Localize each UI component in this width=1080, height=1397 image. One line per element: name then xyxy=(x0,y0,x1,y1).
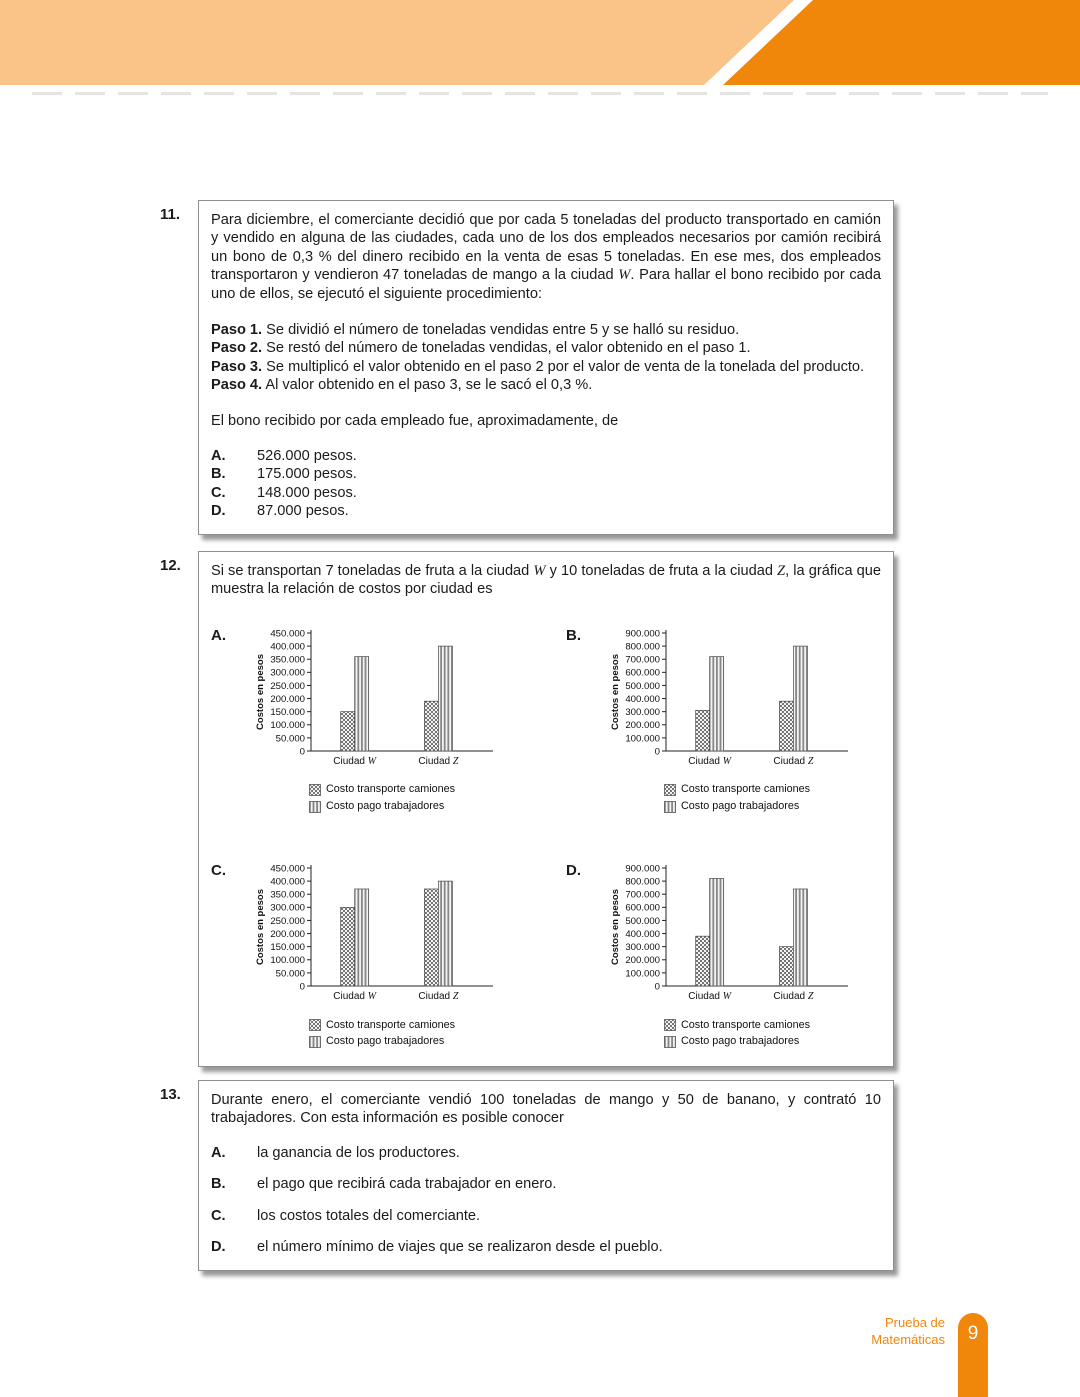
step-label: Paso 4. xyxy=(211,377,263,393)
bar-transporte xyxy=(696,936,710,986)
legend-item xyxy=(309,783,503,797)
option-text: el pago que recibirá cada trabajador en enero. xyxy=(257,1176,557,1193)
bar-transporte xyxy=(779,701,793,751)
option-row xyxy=(211,1238,881,1256)
option-text: la ganancia de los productores. xyxy=(257,1144,460,1161)
bar-chart xyxy=(608,860,858,1052)
chart-option-letter: A. xyxy=(211,626,226,644)
y-tick-label: 50.000 xyxy=(275,733,305,745)
procedure-step: Paso 3. Se multiplicó el valor obtenido en el paso 2 por el valor de venta de la tonelada del producto. xyxy=(211,358,865,375)
y-tick-label: 200.000 xyxy=(270,929,305,941)
legend-item xyxy=(664,783,858,797)
question-paragraph: Para diciembre, el comerciante decidió que por cada 5 toneladas del producto transportado en camión y vendido en alguna de las ciudades, cada uno de los dos empleados necesarios por camión recibirá un bono de 0,3 % del dinero recibido en la venta de esas 5 toneladas. En ese mes, dos empleados transportaron y vendieron 47 toneladas de mango a la ciudad W. Para hallar el bono recibido por cada uno de ellos, se ejecutó el siguiente procedimiento: xyxy=(211,212,881,302)
y-tick-label: 0 xyxy=(299,981,305,993)
y-tick-label: 700.000 xyxy=(625,654,660,666)
footer-label-line1: Prueba de xyxy=(885,1315,945,1331)
y-tick-label: 300.000 xyxy=(270,903,305,915)
question-13 xyxy=(160,1080,894,1271)
bar-transporte xyxy=(424,701,438,751)
question-11 xyxy=(160,200,894,535)
y-tick-label: 150.000 xyxy=(270,942,305,954)
procedure-step: Paso 1. Se dividió el número de toneladas vendidas entre 5 y se halló su residuo. xyxy=(211,321,740,338)
y-tick-label: 400.000 xyxy=(625,693,660,705)
procedure-step: Paso 4. Al valor obtenido en el paso 3, se le sacó el 0,3 %. xyxy=(211,377,593,393)
y-tick-label: 400.000 xyxy=(625,929,660,941)
question-number: 11. xyxy=(160,206,181,223)
y-tick-label: 450.000 xyxy=(270,628,305,640)
chart-legend xyxy=(309,783,503,813)
step-label: Paso 2. xyxy=(211,340,263,357)
step-label: Paso 3. xyxy=(211,358,263,375)
chart-legend xyxy=(664,1019,858,1049)
legend-swatch-vlines xyxy=(309,801,321,813)
y-tick-label: 800.000 xyxy=(625,876,660,888)
legend-swatch-hatch xyxy=(309,784,321,796)
y-tick-label: 250.000 xyxy=(270,916,305,928)
bar-chart xyxy=(253,625,503,817)
option-label: D. xyxy=(211,502,226,519)
y-tick-label: 250.000 xyxy=(270,680,305,692)
q11-steps xyxy=(211,321,881,395)
y-tick-label: 400.000 xyxy=(270,876,305,888)
question-prompt: El bono recibido por cada empleado fue, aproximadamente, de xyxy=(211,413,619,430)
bar-chart-svg xyxy=(253,625,503,775)
question-12 xyxy=(160,551,894,1067)
x-axis-label: Ciudad Z xyxy=(418,755,459,767)
chart-option-b xyxy=(566,625,883,817)
legend-swatch-vlines xyxy=(664,801,676,813)
option-label: C. xyxy=(211,484,226,501)
bar-chart xyxy=(608,625,858,817)
y-tick-label: 900.000 xyxy=(625,863,660,875)
y-axis-title: Costos en pesos xyxy=(610,889,621,966)
bar-pago xyxy=(438,646,452,751)
chart-option-letter: D. xyxy=(566,862,581,880)
chart-option-c xyxy=(211,860,566,1052)
y-tick-label: 300.000 xyxy=(625,942,660,954)
legend-item xyxy=(664,1035,858,1049)
page-number-tab xyxy=(958,1313,988,1397)
option-label: B. xyxy=(211,1176,226,1193)
question-number: 12. xyxy=(160,557,181,574)
y-tick-label: 0 xyxy=(299,746,305,758)
question-box xyxy=(198,1080,894,1271)
header-band xyxy=(0,0,1080,85)
question-box xyxy=(198,551,894,1067)
bar-pago xyxy=(793,646,807,751)
legend-item xyxy=(309,1035,503,1049)
option-row xyxy=(211,465,881,483)
x-axis-label: Ciudad W xyxy=(333,755,377,767)
footer-label xyxy=(871,1315,945,1349)
option-text: 87.000 pesos. xyxy=(257,502,349,519)
question-paragraph: Durante enero, el comerciante vendió 100 toneladas de mango y 50 de banano, y contrató 10 trabajadores. Con esta información es posible conocer xyxy=(211,1092,881,1127)
legend-item xyxy=(309,1019,503,1033)
chart-legend xyxy=(309,1019,503,1049)
y-tick-label: 100.000 xyxy=(270,955,305,967)
option-label: A. xyxy=(211,1144,226,1161)
y-tick-label: 450.000 xyxy=(270,863,305,875)
legend-label: Costo transporte camiones xyxy=(326,1018,456,1031)
option-text: 526.000 pesos. xyxy=(257,447,357,464)
bar-transporte xyxy=(341,711,355,750)
legend-item xyxy=(664,1019,858,1033)
y-axis-title: Costos en pesos xyxy=(610,653,621,730)
legend-label: Costo transporte camiones xyxy=(681,1018,811,1031)
option-label: C. xyxy=(211,1207,226,1224)
y-tick-label: 800.000 xyxy=(625,641,660,653)
bar-pago xyxy=(355,889,369,986)
legend-label: Costo transporte camiones xyxy=(681,783,811,796)
question-box xyxy=(198,200,894,535)
option-label: A. xyxy=(211,447,226,464)
bar-pago xyxy=(793,889,807,986)
y-tick-label: 500.000 xyxy=(625,680,660,692)
option-text: 175.000 pesos. xyxy=(257,466,357,483)
y-tick-label: 350.000 xyxy=(270,654,305,666)
y-tick-label: 0 xyxy=(654,981,660,993)
bar-pago xyxy=(710,879,724,987)
bar-pago xyxy=(355,656,369,750)
y-tick-label: 600.000 xyxy=(625,667,660,679)
legend-swatch-hatch xyxy=(309,1019,321,1031)
legend-label: Costo pago trabajadores xyxy=(326,1035,445,1048)
y-axis-title: Costos en pesos xyxy=(255,889,266,966)
y-tick-label: 150.000 xyxy=(270,706,305,718)
legend-label: Costo transporte camiones xyxy=(326,783,456,796)
x-axis-label: Ciudad Z xyxy=(773,755,814,767)
bar-transporte xyxy=(424,889,438,986)
chart-option-letter: C. xyxy=(211,862,226,880)
y-tick-label: 50.000 xyxy=(275,968,305,980)
y-tick-label: 300.000 xyxy=(625,706,660,718)
procedure-step: Paso 2. Se restó del número de toneladas vendidas, el valor obtenido en el paso 1. xyxy=(211,340,751,357)
bar-chart-svg xyxy=(253,860,503,1010)
y-tick-label: 400.000 xyxy=(270,641,305,653)
option-label: B. xyxy=(211,466,226,483)
bar-pago xyxy=(438,881,452,986)
option-row xyxy=(211,1207,881,1225)
legend-swatch-vlines xyxy=(309,1036,321,1048)
option-label: D. xyxy=(211,1238,226,1255)
legend-label: Costo pago trabajadores xyxy=(681,1035,800,1048)
bar-chart xyxy=(253,860,503,1052)
y-tick-label: 100.000 xyxy=(270,719,305,731)
option-row xyxy=(211,502,881,520)
y-tick-label: 700.000 xyxy=(625,889,660,901)
footer-label-line2: Matemáticas xyxy=(871,1332,945,1348)
legend-item xyxy=(309,800,503,814)
option-row xyxy=(211,1144,881,1162)
option-row xyxy=(211,1175,881,1193)
legend-label: Costo pago trabajadores xyxy=(326,799,445,812)
y-tick-label: 200.000 xyxy=(625,955,660,967)
option-row xyxy=(211,447,881,465)
header-dots xyxy=(32,92,1048,95)
bar-chart-svg xyxy=(608,625,858,775)
x-axis-label: Ciudad W xyxy=(333,991,377,1003)
chart-option-a xyxy=(211,625,566,817)
q11-options xyxy=(211,447,881,521)
page-number: 9 xyxy=(967,1323,979,1344)
x-axis-label: Ciudad Z xyxy=(773,991,814,1003)
option-text: 148.000 pesos. xyxy=(257,484,357,501)
chart-legend xyxy=(664,783,858,813)
y-tick-label: 600.000 xyxy=(625,903,660,915)
option-text: los costos totales del comerciante. xyxy=(257,1207,481,1224)
chart-grid xyxy=(211,625,881,1052)
x-axis-label: Ciudad W xyxy=(688,755,732,767)
legend-item xyxy=(664,800,858,814)
bar-pago xyxy=(710,656,724,750)
y-tick-label: 900.000 xyxy=(625,628,660,640)
header-accent-dark xyxy=(0,0,1080,85)
y-tick-label: 200.000 xyxy=(625,719,660,731)
chart-option-letter: B. xyxy=(566,626,581,644)
step-label: Paso 1. xyxy=(211,321,263,338)
x-axis-label: Ciudad Z xyxy=(418,991,459,1003)
legend-swatch-hatch xyxy=(664,784,676,796)
question-paragraph: Si se transportan 7 toneladas de fruta a la ciudad W y 10 toneladas de fruta a la ciudad Z, la gráfica que muestra la relación de costos por ciudad es xyxy=(211,563,881,598)
y-tick-label: 100.000 xyxy=(625,968,660,980)
y-tick-label: 350.000 xyxy=(270,889,305,901)
bar-chart-svg xyxy=(608,860,858,1010)
legend-swatch-vlines xyxy=(664,1036,676,1048)
y-axis-title: Costos en pesos xyxy=(255,653,266,730)
question-number: 13. xyxy=(160,1086,181,1103)
q13-options xyxy=(211,1144,881,1257)
option-row xyxy=(211,484,881,502)
y-tick-label: 100.000 xyxy=(625,733,660,745)
y-tick-label: 0 xyxy=(654,746,660,758)
option-text: el número mínimo de viajes que se realizaron desde el pueblo. xyxy=(257,1238,663,1255)
legend-swatch-hatch xyxy=(664,1019,676,1031)
y-tick-label: 300.000 xyxy=(270,667,305,679)
bar-transporte xyxy=(779,947,793,986)
y-tick-label: 500.000 xyxy=(625,916,660,928)
bar-transporte xyxy=(341,908,355,987)
x-axis-label: Ciudad W xyxy=(688,991,732,1003)
chart-option-d xyxy=(566,860,883,1052)
bar-transporte xyxy=(696,710,710,751)
legend-label: Costo pago trabajadores xyxy=(681,799,800,812)
y-tick-label: 200.000 xyxy=(270,693,305,705)
